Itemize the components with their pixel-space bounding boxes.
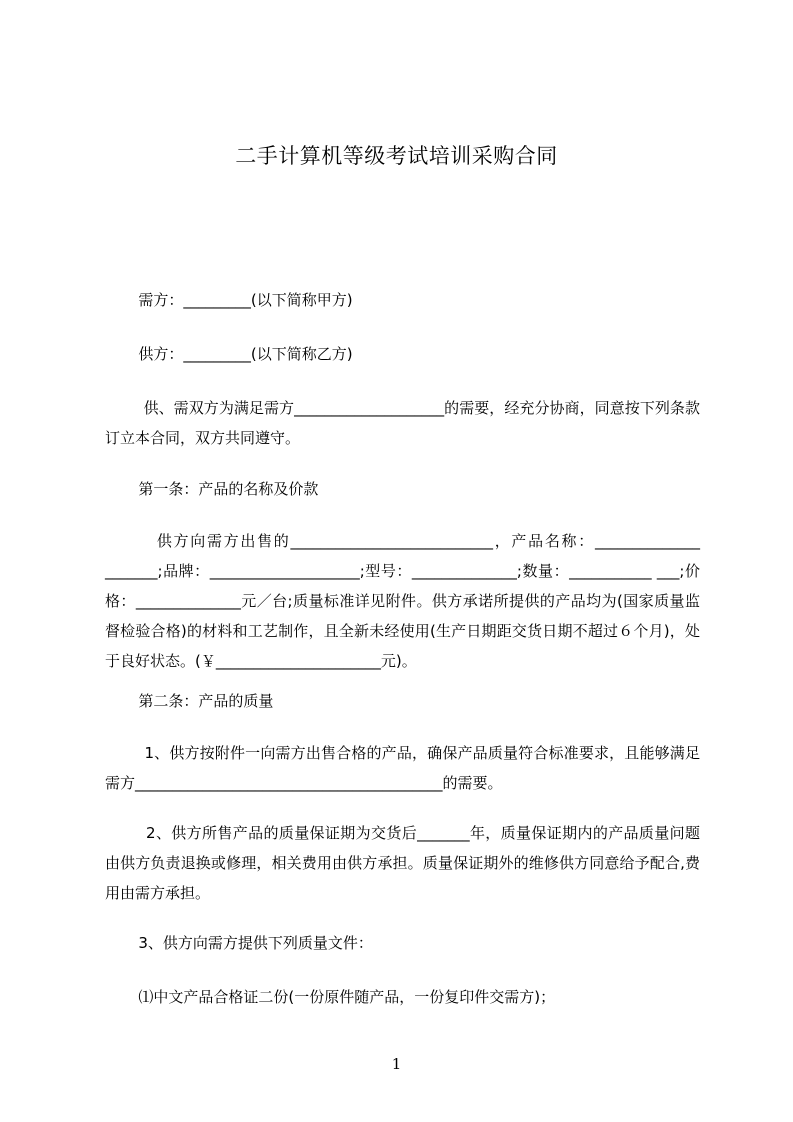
article-1-heading: 第一条：产品的名称及价款 (105, 480, 319, 498)
article-2-clause-2: 2、供方所售产品的质量保证期为交货后_______年，质量保证期内的产品质量问题由供方负责退换或修理，相关费用由供方承担。质量保证期外的维修供方同意给予配合,费用由需方承担。 (105, 824, 701, 902)
article-2-clause-1: 1、供方按附件一向需方出售合格的产品，确保产品质量符合标准要求，且能够满足需方_________________________________________的需要。 (105, 744, 700, 792)
document-title: 二手计算机等级考试培训采购合同 (235, 144, 558, 168)
article-2-heading: 第二条：产品的质量 (105, 692, 274, 710)
supplier-line: 供方：_________(以下简称乙方) (105, 345, 353, 363)
quality-doc-item-1: ⑴中文产品合格证二份(一份原件随产品，一份复印件交需方)； (105, 988, 556, 1006)
buyer-line: 需方：_________(以下简称甲方) (105, 291, 353, 309)
article-2-clause-3: 3、供方向需方提供下列质量文件： (105, 934, 373, 952)
intro-paragraph: 供、需双方为满足需方____________________的需要，经充分协商，同意按下列条款订立本合同，双方共同遵守。 (105, 399, 700, 447)
article-1-body: 供方向需方出售的___________________________，产品名称：______________ _______;品牌：____________________;型号：______________;数量：___________ ___;价格：______________元／台;质量标准详见附件。供方承诺所提供的产品均为(国家质量监督检验合格)的材料和工艺制作，且全新未经使用(生产日期距交货日期不超过６个月)，处于良好状态。(￥______________________元)。 (105, 532, 705, 670)
page-number: 1 (391, 1055, 402, 1073)
